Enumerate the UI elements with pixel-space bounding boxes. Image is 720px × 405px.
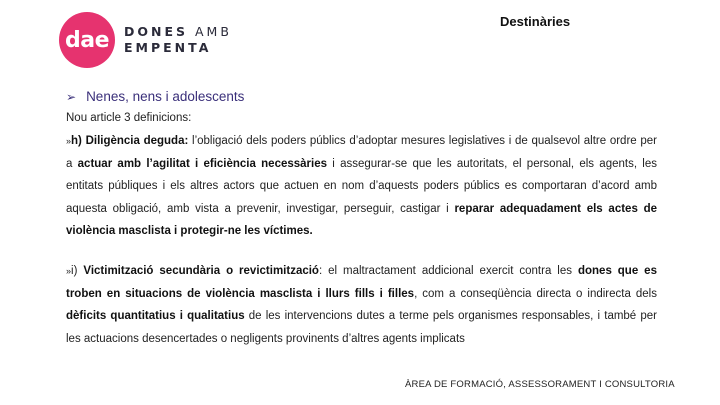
definition-paragraph-h (66, 130, 657, 243)
emphasized-text: dones que es troben en situacions de violència masclista i llurs fills i filles (66, 265, 657, 300)
emphasized-text: dèficits quantitatius i qualitatius (66, 310, 245, 322)
paragraph-text: i) (71, 265, 84, 277)
paragraph-text: i assegurar-se que les autoritats, el personal, els agents, les entitats públiques i els altres actors que actuen en nom d’aquests poders públics es comportaran d’acord amb aquesta obligació, amb vista a prevenir, investigar, perseguir, castigar i (66, 157, 657, 215)
paragraph-text: : el maltractament addicional exercit contra les (318, 265, 578, 277)
intro-text: Nou article 3 definicions: (66, 112, 192, 124)
page-title: Destinàries (500, 14, 571, 29)
brand-logo (59, 12, 232, 68)
logo-line-1 (124, 24, 232, 40)
logo-mark: dae (59, 12, 115, 68)
paragraph-marker: » (66, 136, 72, 146)
logo-line-2: EMPENTA (124, 40, 212, 55)
definition-paragraph-i (66, 260, 657, 350)
logo-word-dones: DONES (124, 24, 189, 39)
logo-wordmark (124, 24, 232, 56)
emphasized-text: h) Diligència deguda: (71, 135, 189, 147)
emphasized-text: reparar adequadament els actes de violència masclista i protegir-ne les víctimes. (66, 202, 657, 237)
paragraph-text: , com a conseqüència directa o indirecta dels (414, 287, 657, 300)
footer-text: ÀREA DE FORMACIÓ, ASSESSORAMENT I CONSULTORIA (405, 379, 675, 390)
logo-word-amb: AMB (195, 24, 232, 39)
emphasized-text: actuar amb l’agilitat i eficiència necessàries (77, 157, 328, 170)
arrow-bullet-icon: ➢ (66, 89, 77, 104)
section-title: Nenes, nens i adolescents (86, 89, 245, 104)
paragraph-text: l’obligació dels poders públics d’adoptar mesures legislatives i de qualsevol altre ordre per a (66, 135, 657, 170)
section-heading (66, 89, 244, 104)
paragraph-marker: » (66, 266, 72, 276)
paragraph-text: de les intervencions dutes a terme pels organismes responsables, i també per les actuacions desencertades o negligents provinents d’altres agents implicats (66, 310, 657, 345)
emphasized-text: Victimització secundària o revictimització (83, 265, 319, 277)
